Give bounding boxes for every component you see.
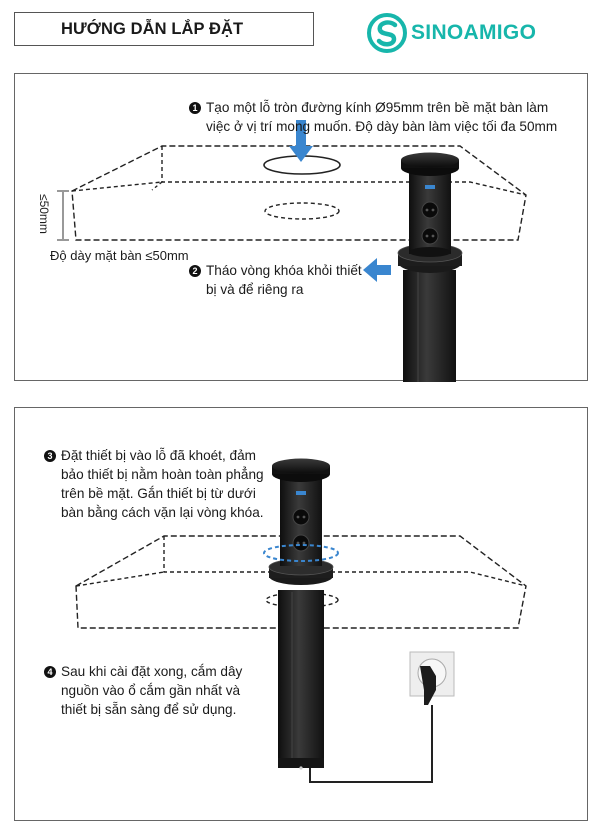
pop-up-socket-device-installed — [264, 459, 338, 770]
power-cable — [310, 705, 432, 782]
hole-bottom-outline — [265, 203, 339, 219]
step-4-number: 4 — [44, 666, 56, 678]
step-1-number: 1 — [189, 102, 201, 114]
arrow-left-icon — [363, 258, 391, 282]
step-3-text: 3 Đặt thiết bị vào lỗ đã khoét, đảm bảo thiết bị nằm hoàn toàn phẳng trên bề mặt. Gắn thiết bị từ dưới bàn bằng cách vặn lại vòng khóa. — [44, 446, 264, 522]
thickness-dimension — [57, 191, 69, 240]
thickness-label: Độ dày mặt bàn ≤50mm — [50, 248, 189, 263]
thickness-vertical-label: ≤50mm — [37, 194, 51, 234]
brand-name: SINOAMIGO — [411, 21, 537, 44]
title-text: HƯỚNG DẪN LẮP ĐẶT — [61, 19, 244, 38]
step-1-text: 1 Tạo một lỗ tròn đường kính Ø95mm trên bề mặt bàn làm việc ở vị trí mong muốn. Độ dày bàn làm việc tối đa 50mm — [189, 98, 557, 136]
step-2-number: 2 — [189, 265, 201, 277]
step-4-text: 4 Sau khi cài đặt xong, cắm dây nguồn vào ổ cắm gần nhất và thiết bị sẵn sàng để sử dụng. — [44, 662, 242, 719]
step-3-number: 3 — [44, 450, 56, 462]
step-2-text: 2 Tháo vòng khóa khỏi thiết bị và để riêng ra — [189, 261, 362, 299]
pop-up-socket-device-top — [398, 153, 462, 383]
wall-outlet-icon — [410, 652, 454, 705]
